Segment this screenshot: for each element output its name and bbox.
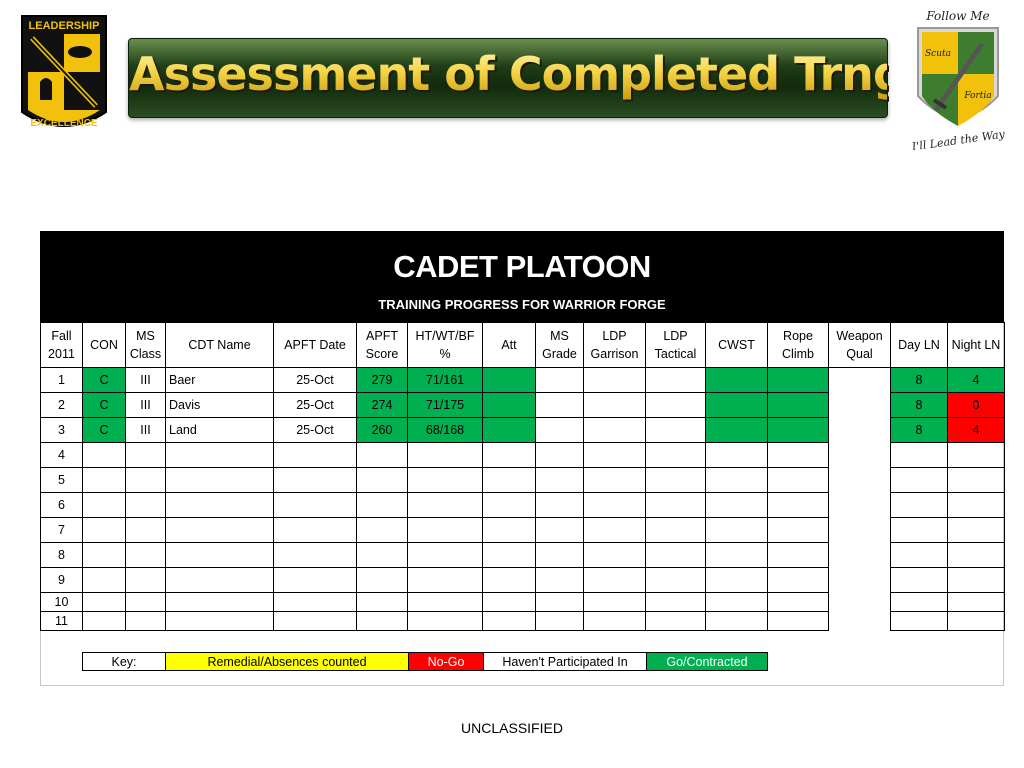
- cell-rope-climb: [768, 493, 829, 518]
- column-header-line1: CDT Name: [188, 338, 251, 352]
- cell-apft-score: [357, 612, 408, 631]
- cell-apft-date: [274, 612, 357, 631]
- column-header-line2: Class: [129, 347, 162, 361]
- cell-day-ln: [891, 568, 948, 593]
- key-remedial: Remedial/Absences counted: [166, 653, 409, 671]
- cell-cwst: [706, 418, 768, 443]
- column-header: [829, 323, 891, 368]
- crest-right-text: Fortia: [964, 91, 992, 101]
- column-header: [483, 323, 536, 368]
- cell-name: [166, 593, 274, 612]
- cell-att: [483, 493, 536, 518]
- cell-ldp-tactical: [646, 568, 706, 593]
- column-header-line1: HT/WT/BF: [415, 329, 475, 343]
- cell-rope-climb: [768, 468, 829, 493]
- column-header-line1: LDP: [602, 329, 627, 343]
- crest-left-text: Scuta: [925, 49, 951, 59]
- cell-ldp-tactical: [646, 468, 706, 493]
- cell-ms-grade: [536, 568, 584, 593]
- cell-ms-class: [126, 468, 166, 493]
- cell-name: Land: [166, 418, 274, 443]
- follow-me-crest-logo: [906, 6, 1010, 150]
- cell-num: 8: [41, 543, 83, 568]
- column-header: [41, 323, 83, 368]
- cell-name: Davis: [166, 393, 274, 418]
- cell-apft-date: 25-Oct: [274, 393, 357, 418]
- column-header: [948, 323, 1005, 368]
- cell-rope-climb: [768, 593, 829, 612]
- cell-ms-class: III: [126, 368, 166, 393]
- cell-htwt: 71/175: [408, 393, 483, 418]
- cell-ldp-tactical: [646, 443, 706, 468]
- title-banner: [128, 38, 905, 118]
- cell-att: [483, 468, 536, 493]
- column-header-line1: CON: [90, 338, 118, 352]
- cell-htwt: [408, 443, 483, 468]
- cell-ms-class: [126, 593, 166, 612]
- cell-ms-grade: [536, 612, 584, 631]
- cell-weapon-qual: [829, 443, 891, 468]
- cell-ms-grade: [536, 543, 584, 568]
- cell-weapon-qual: [829, 468, 891, 493]
- training-progress-table: [40, 322, 1005, 631]
- table-row: [41, 518, 1005, 543]
- cell-cwst: [706, 493, 768, 518]
- cell-att: [483, 368, 536, 393]
- cell-ldp-tactical: [646, 418, 706, 443]
- column-header: [536, 323, 584, 368]
- cell-night-ln: 4: [948, 418, 1005, 443]
- cell-night-ln: 0: [948, 393, 1005, 418]
- cell-ms-grade: [536, 493, 584, 518]
- cell-ldp-garrison: [584, 593, 646, 612]
- crest-top-text: Follow Me: [926, 9, 990, 23]
- cell-apft-date: [274, 443, 357, 468]
- cell-htwt: [408, 612, 483, 631]
- column-header: [166, 323, 274, 368]
- column-header-line2: Garrison: [590, 347, 639, 361]
- column-header-line2: %: [439, 347, 451, 361]
- cell-con: [83, 543, 126, 568]
- column-header-line1: MS: [136, 329, 155, 343]
- cell-day-ln: [891, 593, 948, 612]
- cell-ldp-garrison: [584, 518, 646, 543]
- cell-day-ln: [891, 543, 948, 568]
- cell-night-ln: [948, 518, 1005, 543]
- cell-name: [166, 612, 274, 631]
- cell-apft-score: [357, 493, 408, 518]
- cell-num: 11: [41, 612, 83, 631]
- cell-night-ln: [948, 543, 1005, 568]
- cell-night-ln: 4: [948, 368, 1005, 393]
- cell-ldp-tactical: [646, 393, 706, 418]
- table-row: [41, 443, 1005, 468]
- cell-night-ln: [948, 593, 1005, 612]
- cell-apft-date: [274, 518, 357, 543]
- cell-num: 4: [41, 443, 83, 468]
- cell-ms-class: [126, 518, 166, 543]
- cell-apft-date: 25-Oct: [274, 418, 357, 443]
- cell-apft-date: [274, 493, 357, 518]
- cell-apft-score: [357, 443, 408, 468]
- cell-ms-class: III: [126, 393, 166, 418]
- cell-cwst: [706, 443, 768, 468]
- cell-cwst: [706, 518, 768, 543]
- column-header: [357, 323, 408, 368]
- cell-cwst: [706, 393, 768, 418]
- cell-apft-score: [357, 518, 408, 543]
- cell-con: [83, 493, 126, 518]
- cell-apft-date: 25-Oct: [274, 368, 357, 393]
- cell-ms-class: [126, 543, 166, 568]
- cell-name: [166, 468, 274, 493]
- cell-con: [83, 568, 126, 593]
- banner-title: Assessment of Completed Trng: [129, 47, 905, 101]
- cell-htwt: [408, 468, 483, 493]
- column-header-line1: Night LN: [951, 338, 1001, 352]
- cell-name: [166, 493, 274, 518]
- cell-apft-score: 274: [357, 393, 408, 418]
- column-header: [646, 323, 706, 368]
- cell-ldp-tactical: [646, 612, 706, 631]
- cell-weapon-qual: [829, 518, 891, 543]
- column-header: [408, 323, 483, 368]
- cell-day-ln: [891, 612, 948, 631]
- cell-ldp-garrison: [584, 418, 646, 443]
- cell-num: 5: [41, 468, 83, 493]
- cell-htwt: [408, 568, 483, 593]
- table-row: [41, 568, 1005, 593]
- cell-rope-climb: [768, 543, 829, 568]
- cell-num: 1: [41, 368, 83, 393]
- table-row: [41, 468, 1005, 493]
- cell-night-ln: [948, 493, 1005, 518]
- column-header: [706, 323, 768, 368]
- cell-ldp-garrison: [584, 493, 646, 518]
- cell-name: [166, 443, 274, 468]
- cell-name: [166, 568, 274, 593]
- cell-ldp-garrison: [584, 612, 646, 631]
- cell-apft-score: [357, 568, 408, 593]
- cell-cwst: [706, 568, 768, 593]
- column-header-line2: Climb: [782, 347, 814, 361]
- cell-weapon-qual: [829, 393, 891, 418]
- table-row: [41, 493, 1005, 518]
- column-header-line2: Score: [365, 347, 399, 361]
- cell-ms-class: [126, 443, 166, 468]
- cell-ldp-garrison: [584, 468, 646, 493]
- cell-name: Baer: [166, 368, 274, 393]
- cell-con: C: [83, 418, 126, 443]
- cell-num: 3: [41, 418, 83, 443]
- cell-att: [483, 593, 536, 612]
- cell-htwt: [408, 543, 483, 568]
- cell-rope-climb: [768, 518, 829, 543]
- cell-cwst: [706, 593, 768, 612]
- cell-apft-score: [357, 543, 408, 568]
- cell-rope-climb: [768, 418, 829, 443]
- cell-att: [483, 568, 536, 593]
- cell-con: [83, 612, 126, 631]
- cell-cwst: [706, 612, 768, 631]
- cell-att: [483, 443, 536, 468]
- cell-ms-class: III: [126, 418, 166, 443]
- cell-ms-grade: [536, 418, 584, 443]
- cell-weapon-qual: [829, 543, 891, 568]
- column-header-line1: APFT Date: [284, 338, 346, 352]
- cell-htwt: [408, 493, 483, 518]
- cell-con: C: [83, 393, 126, 418]
- cell-num: 10: [41, 593, 83, 612]
- cell-night-ln: [948, 468, 1005, 493]
- cell-att: [483, 418, 536, 443]
- cell-ldp-garrison: [584, 393, 646, 418]
- crest-bottom-text: I'll Lead the Way: [911, 127, 1006, 150]
- table-row: [41, 543, 1005, 568]
- column-header: [891, 323, 948, 368]
- cell-num: 6: [41, 493, 83, 518]
- cell-ldp-tactical: [646, 493, 706, 518]
- cell-ldp-tactical: [646, 368, 706, 393]
- cell-weapon-qual: [829, 593, 891, 612]
- column-header-line1: Weapon: [836, 329, 883, 343]
- cell-day-ln: [891, 518, 948, 543]
- cell-weapon-qual: [829, 568, 891, 593]
- cell-day-ln: [891, 468, 948, 493]
- cell-day-ln: 8: [891, 368, 948, 393]
- column-header-line1: Fall: [51, 329, 72, 343]
- cell-ldp-tactical: [646, 543, 706, 568]
- table-row: [41, 418, 1005, 443]
- column-header-line1: Day LN: [898, 338, 940, 352]
- cell-con: [83, 468, 126, 493]
- cell-con: C: [83, 368, 126, 393]
- cell-ms-grade: [536, 393, 584, 418]
- cell-weapon-qual: [829, 368, 891, 393]
- cell-ms-grade: [536, 443, 584, 468]
- column-header: [768, 323, 829, 368]
- classification-footer: UNCLASSIFIED: [461, 720, 563, 736]
- cell-night-ln: [948, 443, 1005, 468]
- color-key: [82, 652, 768, 671]
- cell-apft-date: [274, 568, 357, 593]
- cell-att: [483, 393, 536, 418]
- cell-rope-climb: [768, 568, 829, 593]
- cell-apft-date: [274, 593, 357, 612]
- column-header-line2: 2011: [48, 347, 75, 361]
- table-row: [41, 612, 1005, 631]
- cell-apft-date: [274, 543, 357, 568]
- column-header-line1: MS: [550, 329, 569, 343]
- cell-day-ln: 8: [891, 393, 948, 418]
- cell-day-ln: [891, 443, 948, 468]
- cell-apft-score: 260: [357, 418, 408, 443]
- table-row: [41, 393, 1005, 418]
- cell-htwt: [408, 518, 483, 543]
- column-header: [83, 323, 126, 368]
- cell-ms-grade: [536, 593, 584, 612]
- key-no-go: No-Go: [409, 653, 484, 671]
- key-not-participated: Haven't Participated In: [484, 653, 647, 671]
- cell-cwst: [706, 543, 768, 568]
- table-row: [41, 593, 1005, 612]
- cell-apft-score: 279: [357, 368, 408, 393]
- cell-day-ln: 8: [891, 418, 948, 443]
- column-header: [126, 323, 166, 368]
- cell-ldp-garrison: [584, 368, 646, 393]
- cell-night-ln: [948, 568, 1005, 593]
- cell-num: 9: [41, 568, 83, 593]
- cell-ldp-tactical: [646, 518, 706, 543]
- cell-ldp-garrison: [584, 443, 646, 468]
- column-header-line2: Qual: [846, 347, 873, 361]
- leadership-excellence-logo: [18, 12, 110, 136]
- cell-htwt: 71/161: [408, 368, 483, 393]
- column-header-line2: Grade: [542, 347, 577, 361]
- cell-day-ln: [891, 493, 948, 518]
- key-label: Key:: [83, 653, 166, 671]
- cell-att: [483, 612, 536, 631]
- column-header-line1: Att: [501, 338, 517, 352]
- column-header: [274, 323, 357, 368]
- table-title-band: [40, 231, 1004, 323]
- table-title: CADET PLATOON: [393, 249, 651, 284]
- cell-htwt: 68/168: [408, 418, 483, 443]
- cell-weapon-qual: [829, 418, 891, 443]
- cell-con: [83, 443, 126, 468]
- column-header: [584, 323, 646, 368]
- cell-night-ln: [948, 612, 1005, 631]
- column-header-line1: LDP: [663, 329, 688, 343]
- cell-att: [483, 543, 536, 568]
- cell-ms-class: [126, 493, 166, 518]
- cell-ms-class: [126, 568, 166, 593]
- cell-ms-grade: [536, 368, 584, 393]
- shield-crest-icon: [906, 6, 1010, 150]
- key-go-contracted: Go/Contracted: [647, 653, 768, 671]
- cell-rope-climb: [768, 368, 829, 393]
- cell-htwt: [408, 593, 483, 612]
- cell-con: [83, 593, 126, 612]
- cell-name: [166, 518, 274, 543]
- cell-apft-score: [357, 593, 408, 612]
- cell-weapon-qual: [829, 493, 891, 518]
- column-header-line1: Rope: [783, 329, 813, 343]
- cell-att: [483, 518, 536, 543]
- cell-rope-climb: [768, 443, 829, 468]
- cell-ms-grade: [536, 518, 584, 543]
- table-header-row: [41, 323, 1005, 368]
- cell-ldp-tactical: [646, 593, 706, 612]
- cell-num: 7: [41, 518, 83, 543]
- table-row: [41, 368, 1005, 393]
- cell-ldp-garrison: [584, 543, 646, 568]
- cell-apft-date: [274, 468, 357, 493]
- column-header-line1: CWST: [718, 338, 755, 352]
- column-header-line2: Tactical: [654, 347, 697, 361]
- cell-num: 2: [41, 393, 83, 418]
- cell-apft-score: [357, 468, 408, 493]
- cell-rope-climb: [768, 612, 829, 631]
- cell-cwst: [706, 368, 768, 393]
- cell-ldp-garrison: [584, 568, 646, 593]
- cell-ms-class: [126, 612, 166, 631]
- rotc-seal-icon: [18, 12, 110, 136]
- cell-con: [83, 518, 126, 543]
- cell-rope-climb: [768, 393, 829, 418]
- cell-name: [166, 543, 274, 568]
- column-header-line1: APFT: [366, 329, 398, 343]
- logo-top-text: LEADERSHIP: [28, 20, 100, 32]
- table-subtitle: TRAINING PROGRESS FOR WARRIOR FORGE: [378, 297, 666, 312]
- cell-ms-grade: [536, 468, 584, 493]
- cell-cwst: [706, 468, 768, 493]
- logo-bottom-text: EXCELLENCE: [30, 118, 98, 129]
- cell-weapon-qual: [829, 612, 891, 631]
